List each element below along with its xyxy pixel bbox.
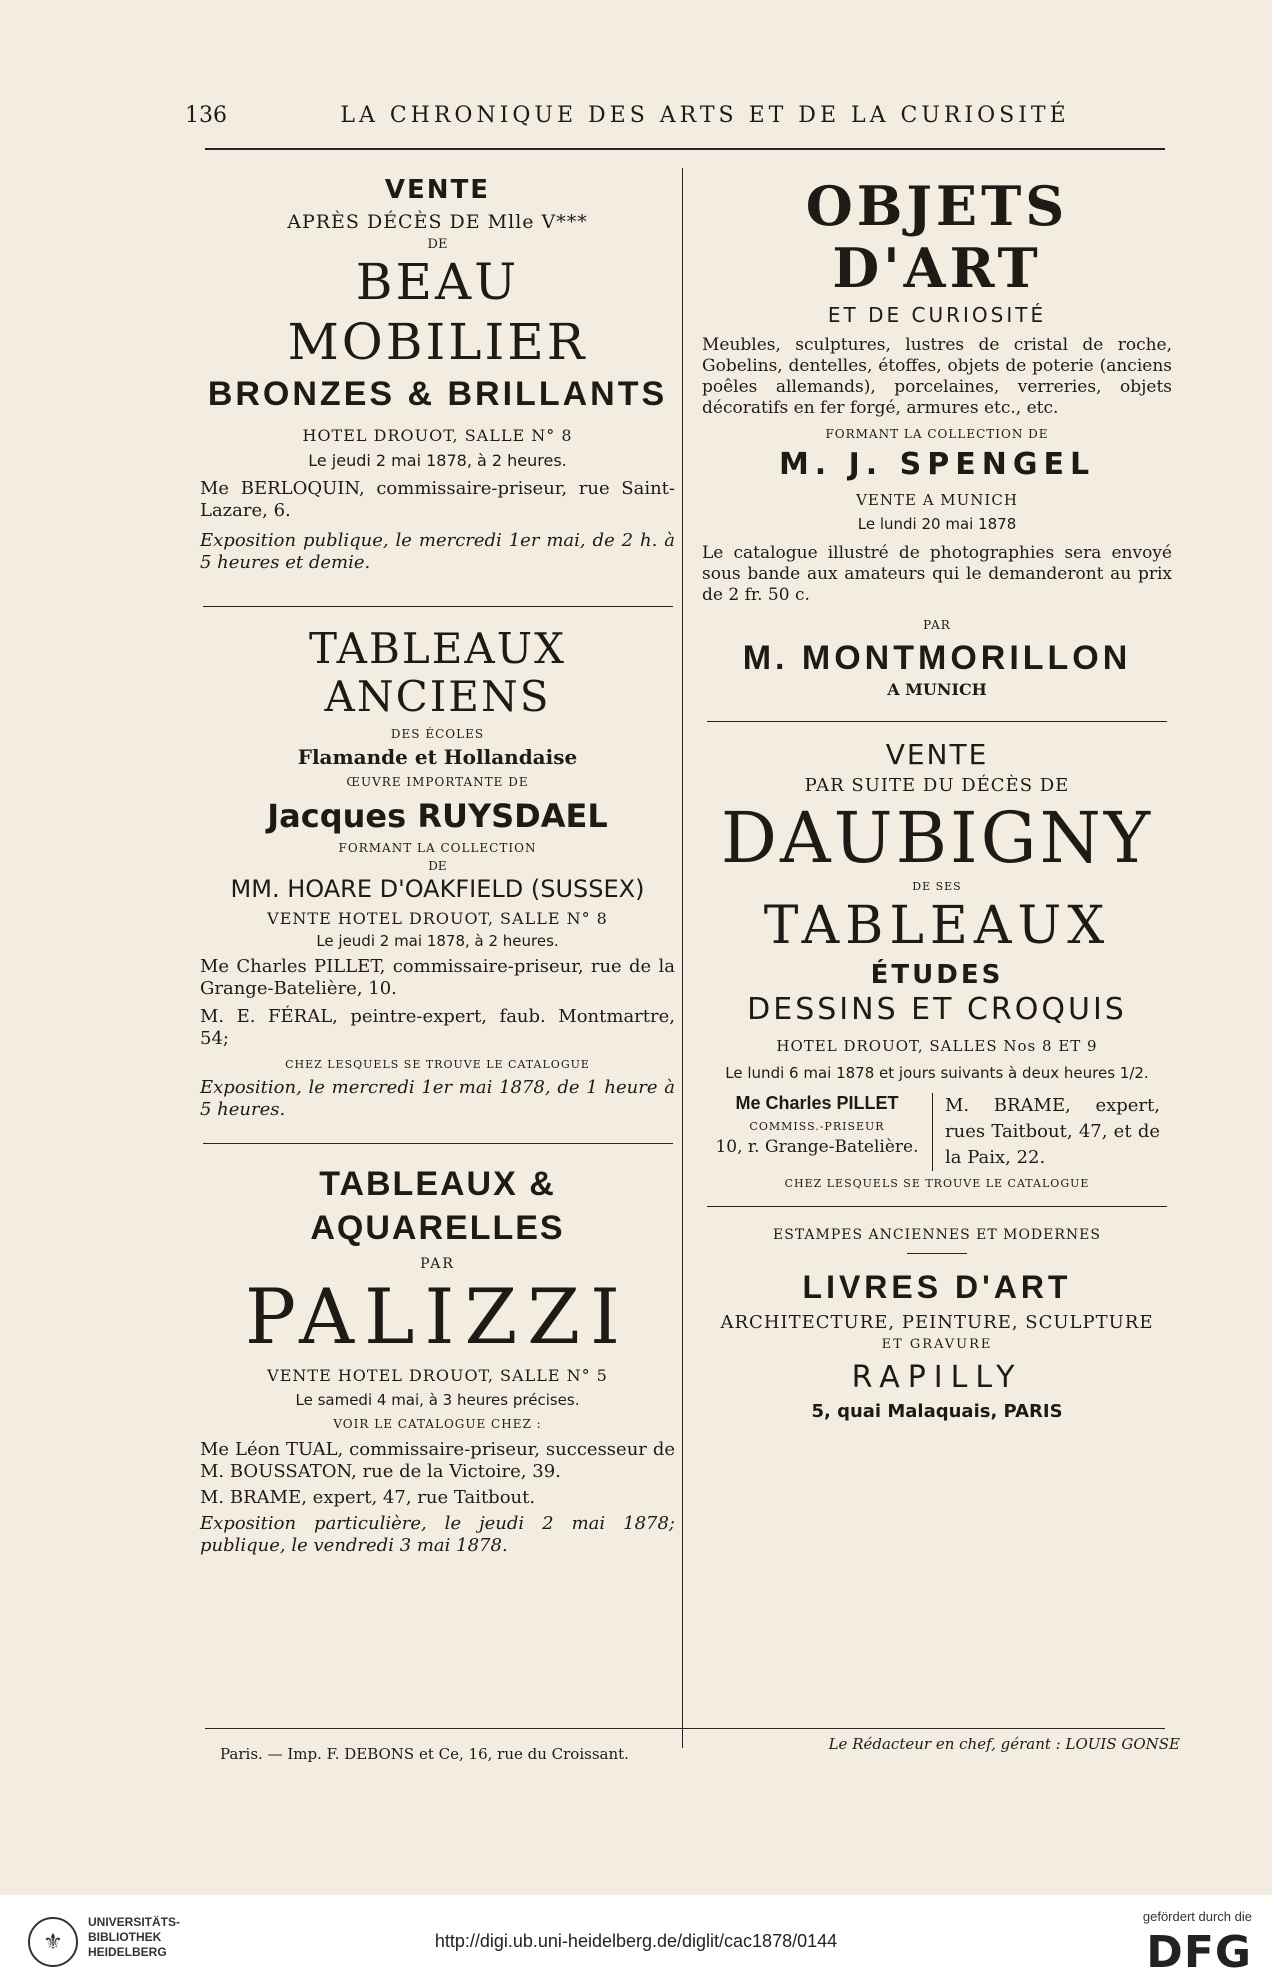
separator — [707, 721, 1167, 722]
ad-date: Le jeudi 2 mai 1878, à 2 heures. — [316, 932, 559, 950]
ad-gravure: ET GRAVURE — [881, 1337, 993, 1352]
separator — [707, 1206, 1167, 1207]
ad-commissaire — [702, 1093, 933, 1171]
ad-subtitle: BRONZES & BRILLANTS — [207, 375, 668, 413]
ad-title: OBJETS D'ART — [805, 174, 1069, 300]
separator — [203, 1143, 673, 1144]
ad-voir: VOIR LE CATALOGUE CHEZ : — [333, 1417, 542, 1431]
ad-par: PAR — [923, 618, 951, 632]
ad-date: Le jeudi 2 mai 1878, à 2 heures. — [308, 451, 567, 470]
ad-subtitle: ET DE CURIOSITÉ — [827, 303, 1047, 327]
ad-formant: FORMANT LA COLLECTION — [338, 841, 537, 855]
commissaire-address: 10, r. Grange-Batelière. — [715, 1137, 919, 1157]
ad-title: TABLEAUX & AQUARELLES — [310, 1165, 565, 1247]
ad-de: DE — [428, 859, 447, 873]
ad-title: LIVRES D'ART — [802, 1269, 1072, 1305]
journal-title: LA CHRONIQUE DES ARTS ET DE LA CURIOSITÉ — [340, 103, 1070, 128]
ad-heading: VENTE — [384, 175, 491, 205]
short-rule — [907, 1253, 967, 1254]
commissaire-name: Me Charles PILLET — [735, 1093, 899, 1113]
ad-tableaux: TABLEAUX — [763, 896, 1111, 956]
ad-description: Meubles, sculptures, lustres de cristal de roche, Gobelins, dentelles, étoffes, objets de poterie (anciens poêles allemands), porcelaines, verreries, objets décoratifs en fer forgé, armures etc., etc. — [702, 335, 1172, 418]
ad-exposition: Exposition, le mercredi 1er mai 1878, de 1 heure à 5 heures. — [200, 1077, 675, 1120]
ad-expert: M. BRAME, expert, rues Taitbout, 47, et de la Paix, 22. — [945, 1095, 1160, 1168]
right-column — [702, 175, 1172, 1422]
page-number: 136 — [185, 103, 227, 128]
ad-commissaire: Me Charles PILLET, commissaire-priseur, rue de la Grange-Batelière, 10. — [200, 956, 675, 999]
ad-catalogue: CHEZ LESQUELS SE TROUVE LE CATALOGUE — [784, 1177, 1090, 1190]
ad-venue: VENTE HOTEL DROUOT, SALLE N° 8 — [267, 909, 608, 928]
ad-collector: M. J. SPENGEL — [778, 447, 1096, 482]
ad-par: PAR SUITE DU DÉCÈS DE — [804, 775, 1070, 796]
university-seal-icon: ⚜ — [28, 1917, 78, 1967]
ad-collection: MM. HOARE D'OAKFIELD (SUSSEX) — [230, 875, 645, 903]
ad-title: TABLEAUX ANCIENS — [308, 624, 567, 721]
ad-commissaire: Me Léon TUAL, commissaire-priseur, successeur de M. BOUSSATON, rue de la Victoire, 39. — [200, 1439, 675, 1482]
ad-palizzi — [200, 1162, 675, 1557]
ad-des: DES ÉCOLES — [390, 727, 485, 741]
institution-line: BIBLIOTHEK — [88, 1930, 162, 1944]
ad-de-ses: DE SES — [912, 880, 962, 893]
funding-label: gefördert durch die — [1142, 1909, 1252, 1924]
ad-catalogue: CHEZ LESQUELS SE TROUVE LE CATALOGUE — [285, 1058, 590, 1071]
ad-estampes: ESTAMPES ANCIENNES ET MODERNES — [773, 1227, 1101, 1243]
ad-expert: M. MONTMORILLON — [742, 639, 1132, 677]
column-divider — [682, 168, 683, 1748]
ad-venue: VENTE HOTEL DROUOT, SALLE N° 5 — [267, 1366, 608, 1385]
ad-subheading: APRÈS DÉCÈS DE Mlle V*** — [287, 211, 588, 233]
ad-catalogue: Le catalogue illustré de photographies sera envoyé sous bande aux amateurs qui le demanderont au prix de 2 fr. 50 c. — [702, 543, 1172, 605]
page-header — [185, 103, 1165, 135]
ad-title: BEAU MOBILIER — [287, 253, 588, 371]
ad-schools: Flamande et Hollandaise — [297, 745, 578, 769]
ad-venue: VENTE A MUNICH — [856, 491, 1018, 509]
ad-subtitle: ARCHITECTURE, PEINTURE, SCULPTURE — [720, 1312, 1154, 1333]
ad-commissaire: Me BERLOQUIN, commissaire-priseur, rue Saint-Lazare, 6. — [200, 478, 675, 521]
ad-expert: M. BRAME, expert, 47, rue Taitbout. — [200, 1487, 536, 1508]
header-rule — [205, 148, 1165, 150]
ad-venue: HOTEL DROUOT, SALLES Nos 8 ET 9 — [776, 1037, 1098, 1055]
ad-exposition: Exposition particulière, le jeudi 2 mai 1878; publique, le vendredi 3 mai 1878. — [200, 1513, 675, 1556]
editor-credit: Le Rédacteur en chef, gérant : LOUIS GONSE — [828, 1735, 1180, 1753]
ad-exposition: Exposition publique, le mercredi 1er mai, de 2 h. à 5 heures et demie. — [200, 530, 675, 573]
ad-date: Le samedi 4 mai, à 3 heures précises. — [295, 1391, 580, 1409]
commissaire-role: COMMISS.-PRISEUR — [749, 1120, 885, 1133]
source-url-link[interactable]: http://digi.ub.uni-heidelberg.de/diglit/cac1878/0144 — [434, 1931, 838, 1951]
institution-line: UNIVERSITÄTS- — [88, 1915, 181, 1929]
ad-heading: VENTE — [885, 738, 989, 771]
left-column — [200, 175, 675, 1557]
digitization-footer — [0, 1895, 1272, 1985]
ad-tableaux-anciens — [200, 625, 675, 1121]
ad-date: Le lundi 20 mai 1878 — [857, 515, 1017, 533]
ad-etudes: ÉTUDES — [870, 960, 1004, 990]
ad-artist: DAUBIGNY — [720, 797, 1154, 879]
ad-publisher: RAPILLY — [851, 1360, 1023, 1395]
ad-expert: M. E. FÉRAL, peintre-expert, faub. Montmartre, 54; — [200, 1006, 675, 1049]
ad-oeuvre: ŒUVRE IMPORTANTE DE — [346, 775, 529, 789]
ad-beau-mobilier — [200, 175, 675, 574]
ad-dessins: DESSINS ET CROQUIS — [747, 992, 1127, 1027]
ad-de: DE — [427, 237, 448, 252]
ad-date: Le lundi 6 mai 1878 et jours suivants à deux heures 1/2. — [725, 1064, 1149, 1082]
ad-venue: HOTEL DROUOT, SALLE N° 8 — [302, 426, 573, 445]
ad-artist: Jacques RUYSDAEL — [267, 797, 608, 835]
separator — [203, 606, 673, 607]
ad-formant: FORMANT LA COLLECTION DE — [825, 427, 1049, 441]
ad-objets-dart — [702, 175, 1172, 699]
ad-daubigny — [702, 738, 1172, 1190]
ad-address: 5, quai Malaquais, PARIS — [811, 1401, 1063, 1422]
ad-artist: PALIZZI — [244, 1272, 631, 1361]
ad-contacts — [702, 1093, 1172, 1171]
dfg-logo: DFG — [1146, 1927, 1252, 1978]
ad-par: PAR — [420, 1256, 455, 1272]
printer-imprint: Paris. — Imp. F. DEBONS et Ce, 16, rue du Croissant. — [220, 1745, 629, 1763]
ad-city: A MUNICH — [887, 680, 987, 699]
ad-livres-dart — [702, 1227, 1172, 1422]
footer-rule — [205, 1728, 1165, 1729]
institution-line: HEIDELBERG — [88, 1945, 167, 1959]
